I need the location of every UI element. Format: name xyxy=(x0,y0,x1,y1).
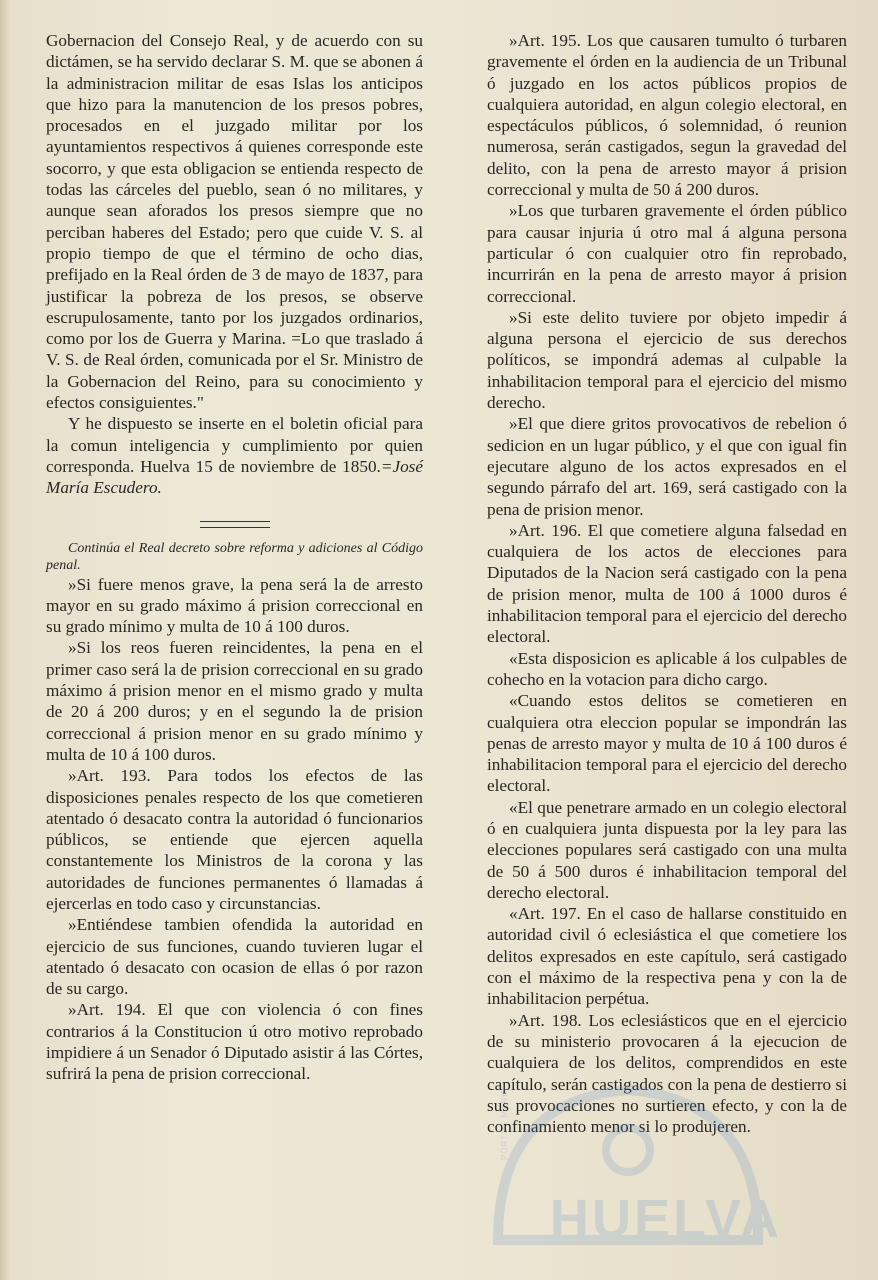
decree-paragraph: «Esta disposicion es aplicable á los culpables de cohecho en la votacion para dicho cargo. xyxy=(487,648,847,689)
section-subheading: Continúa el Real decreto sobre reforma y adiciones al Código penal. xyxy=(46,540,423,573)
decree-paragraph: »Entiéndese tambien ofendida la autoridad en ejercicio de sus funciones, cuando tuvieren lugar el atentado ó desacato con ocasion de ellas ó por razon de su cargo. xyxy=(46,915,423,999)
library-watermark xyxy=(478,1080,782,1260)
decree-paragraph: «Art. 197. En el caso de hallarse constituido en autoridad civil ó eclesiástica el que cometiere los delitos expresados en este capítulo, será castigado con el máximo de la respectiva pena y con la de inhabilitacion perpétua. xyxy=(487,904,847,1009)
decree-paragraph: »Los que turbaren gravemente el órden público para causar injuria ú otro mal á alguna persona particular ó con cualquier otro fin reprobado, incurrirán en la pena de arresto mayor á prision correccional. xyxy=(487,201,847,306)
right-column xyxy=(487,30,847,1137)
decree-paragraph: »Art. 194. El que con violencia ó con fines contrarios á la Constitucion ú otro motivo reprobado impidiere á un Senador ó Diputado asistir á las Córtes, sufrirá la pena de prision correccional. xyxy=(46,1000,423,1084)
signature: =José María Escudero. xyxy=(46,456,423,498)
section-divider xyxy=(200,521,270,528)
decree-paragraph: »Si los reos fueren reincidentes, la pena en el primer caso será la de prision correccional en su grado máximo á prision menor en el mismo grado y multa de 20 á 200 duros; y en el segundo la de prision correccional á prision menor en su grado mínimo y multa de 10 á 100 duros. xyxy=(46,638,423,764)
decree-paragraph: »Si este delito tuviere por objeto impedir á alguna persona el ejercicio de sus derechos políticos, se impondrá ademas al culpable la inhabilitacion temporal para el ejercicio del mismo derecho. xyxy=(487,307,847,413)
watermark-side-text: PORTUS MARIS xyxy=(500,1087,509,1160)
decree-paragraph: »El que diere gritos provocativos de rebelion ó sedicion en un lugar público, y el que con igual fin ejecutare alguno de los actos expresados en el segundo párrafo del art. 169, será castigado con la pena de prision menor. xyxy=(487,414,847,519)
decree-paragraph: »Art. 193. Para todos los efectos de las disposiciones penales respecto de los que cometieren atentado ó desacato contra la autoridad ó funcionarios públicos, se entiende que ejercen aquella constantemente los Ministros de la corona y las autoridades de funciones permanentes ó llamadas á ejercerlas en todo caso y circunstancias. xyxy=(46,766,423,913)
decree-paragraph: »Art. 196. El que cometiere alguna falsedad en cualquiera de los actos de elecciones para Diputados de la Nacion será castigado con la pena de prision menor, multa de 100 á 1000 duros é inhabilitacion temporal para el ejercicio del derecho electoral. xyxy=(487,520,847,647)
page-fold-shadow xyxy=(0,0,10,1280)
signoff-text: Y he dispuesto se inserte en el boletin oficial para la comun inteligencia y cumplimiento por quien corresponda. Huelva 15 de noviembre de 1850. xyxy=(46,414,423,476)
watermark-text: HUELVA xyxy=(550,1189,782,1249)
decree-paragraph: «El que penetrare armado en un colegio electoral ó en cualquiera junta dispuesta por la ley para las elecciones populares será castigado con una multa de 50 á 500 duros é inhabilitacion temporal del derecho electoral. xyxy=(487,797,847,902)
body-paragraph: Gobernacion del Consejo Real, y de acuerdo con su dictámen, se ha servido declarar S. M. que se abonen á la administracion militar de esas Islas los anticipos que hizo para la manutencion de los presos pobres, procesados en el juzgado militar por los ayuntamientos respectivos á quienes corresponde este socorro, y que esta obligacion se entienda respecto de todas las cárceles del pueblo, sean ó no militares, y aunque sean aforados los presos siempre que no perciban haberes del Estado; pero que cuide V. S. al propio tiempo de que el término de ocho dias, prefijado en la Real órden de 3 de mayo de 1837, para justificar la pobreza de los presos, se observe escrupulosamente, tanto por los juzgados ordinarios, como por los de Guerra y Marina. =Lo que traslado á V. S. de Real órden, comunicada por el Sr. Ministro de la Gobernacion del Reino, para su conocimiento y efectos consiguientes." xyxy=(46,31,423,413)
decree-paragraph: »Si fuere menos grave, la pena será la de arresto mayor en su grado máximo á prision correccional en su grado mínimo y multa de 10 á 100 duros. xyxy=(46,574,423,637)
left-column xyxy=(46,30,423,1085)
decree-paragraph: »Art. 195. Los que causaren tumulto ó turbaren gravemente el órden en la audiencia de un Tribunal ó juzgado en los actos públicos propios de cualquiera autoridad, en algun colegio electoral, en espectáculos públicos, ó solemnidad, ó reunion numerosa, serán castigados, segun la gravedad del delito, con la pena de arresto mayor á prision correccional y multa de 50 á 200 duros. xyxy=(487,31,847,200)
decree-paragraph: «Cuando estos delitos se cometieren en cualquiera otra eleccion popular se impondrán las penas de arresto mayor y multa de 10 á 100 duros é inhabilitacion temporal para el ejercicio del derecho electoral. xyxy=(487,691,847,796)
signoff-paragraph xyxy=(46,413,423,498)
decree-paragraph: »Art. 198. Los eclesiásticos que en el ejercicio de su ministerio provocaren á la ejecucion de cualquiera de los delitos, comprendidos en este capítulo, serán castigados con la pena de destierro si sus provocaciones no surtieren efecto, y con la de confinamiento menor si lo produjeren. xyxy=(487,1010,847,1137)
